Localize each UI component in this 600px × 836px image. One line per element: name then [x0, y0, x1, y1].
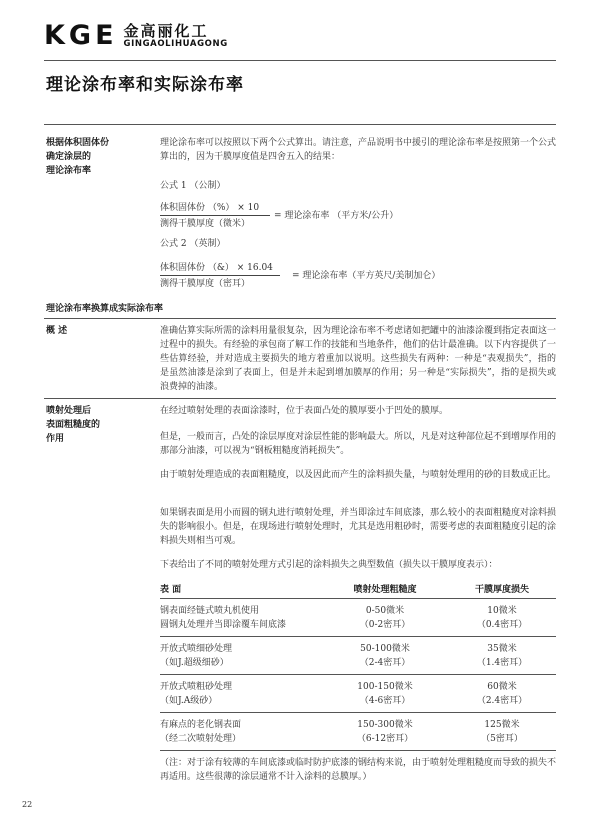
surface-line: （如J.超级细砂） [160, 658, 229, 668]
table-row-3-surface [160, 680, 232, 708]
section2-divider [44, 318, 556, 319]
roughness-line: （0-2密耳） [359, 620, 411, 630]
roughness-line: 100-150微米 [357, 682, 413, 692]
table-row-4-roughness [330, 718, 440, 746]
table-header-divider [160, 598, 556, 599]
section1-heading-line: 根据体积固体份 [46, 138, 110, 148]
blast-paragraph-1: 在经过喷射处理的表面涂漆时，位于表面凸处的膜厚要小于凹处的膜厚。 [160, 406, 449, 416]
table-header-roughness: 喷射处理粗糙度 [353, 585, 417, 595]
formula2-numerator: 体积固体份 （&） × 16.04 [160, 263, 273, 273]
company-logo [44, 20, 228, 51]
blast-paragraph-3: 由于喷射处理造成的表面粗糙度，以及因此而产生的涂料损失量，与喷射处理用的砂的目数成正比。 [160, 470, 557, 480]
table-row-2-loss [454, 642, 550, 670]
blast-paragraph-4: 如果钢表面是用小而圆的钢丸进行喷射处理，并当即涂过车间底漆，那么较小的表面粗糙度对涂料损失的影响很小。但是，在现场进行喷射处理时，尤其是选用粗砂时，需要考虑的表面粗糙度引起的涂料损失则相当可观。 [160, 508, 557, 546]
blast-heading [46, 404, 146, 446]
formula1-denominator: 测得干膜厚度（微米） [160, 219, 251, 229]
formula2-denominator: 测得干膜厚度（密耳） [160, 279, 251, 289]
roughness-line: 150-300微米 [357, 720, 413, 730]
logo-text [124, 23, 228, 49]
loss-line: 125微米 [484, 720, 520, 730]
formula2-fraction-bar [160, 275, 280, 276]
table-header-surface: 表 面 [160, 585, 182, 595]
section1-heading-line: 理论涂布率 [46, 166, 92, 176]
table-note: （注：对于涂有较薄的车间底漆或临时防护底漆的钢结构来说，由于喷射处理粗糙度而导致的损失不再适用。这些很薄的涂层通常不计入涂料的总膜厚。） [160, 758, 557, 782]
loss-line: 10微米 [487, 606, 517, 616]
title-divider [44, 124, 556, 125]
roughness-line: 0-50微米 [365, 606, 405, 616]
logo-chinese-name: 金高丽化工 [123, 21, 209, 40]
table-bottom-divider [160, 750, 556, 751]
section1-heading [46, 136, 146, 178]
overview-text: 准确估算实际所需的涂料用量很复杂，因为理论涂布率不考虑诸如把罐中的油漆涂覆到指定表面这一过程中的损失。有经验的承包商了解工作的技能和当地条件，他们的估计最准确。以下内容提供了一些估算经验，并对造成主要损失的地方着重加以说明。这些损失有两种：一种是“表观损失”，指的是虽然油漆是涂到了表面上，但是并未起到增加膜厚的作用；另一种是“实际损失”，指的是损失或浪费掉的油漆。 [160, 326, 557, 392]
roughness-line: （4-6密耳） [359, 696, 411, 706]
roughness-line: （2-4密耳） [359, 658, 411, 668]
blast-paragraph-2: 但是，一般而言，凸处的涂层厚度对涂层性能的影响最大。所以，凡是对这种部位起不到增厚作用的那部分油漆，可以视为“钢板粗糙度消耗损失”。 [160, 432, 557, 456]
surface-line: 开放式喷细砂处理 [160, 644, 233, 654]
section1-intro: 理论涂布率可以按照以下两个公式算出。请注意，产品说明书中援引的理论涂布率是按照第一个公式算出的，因为干膜厚度值是四舍五入的结果： [160, 138, 557, 162]
surface-line: 钢表面经链式喷丸机使用 [160, 606, 260, 616]
blast-heading-line: 作用 [46, 434, 65, 444]
logo-english-name: GINGAOLIHUAGONG [123, 38, 228, 49]
loss-line: 60微米 [487, 682, 517, 692]
logo-kge: KGE [44, 20, 118, 51]
page-number: 22 [22, 800, 33, 809]
surface-line: 圆钢丸处理并当即涂覆车间底漆 [160, 620, 287, 630]
loss-line: （5密耳） [481, 734, 523, 744]
table-row-2-roughness [330, 642, 440, 670]
table-row-3-roughness [330, 680, 440, 708]
page-title: 理论涂布率和实际涂布率 [46, 75, 244, 95]
surface-line: 开放式喷粗砂处理 [160, 682, 233, 692]
formula2-label: 公式 2 （英制） [160, 239, 226, 249]
table-row-divider [160, 674, 556, 675]
formula2-result: = 理论涂布率（平方英尺/美制加仑） [292, 271, 441, 281]
loss-line: （1.4密耳） [476, 658, 528, 668]
table-header-loss: 干膜厚度损失 [474, 585, 529, 595]
table-row-1-loss [454, 604, 550, 632]
table-row-4-loss [454, 718, 550, 746]
table-row-divider [160, 636, 556, 637]
formula1-label: 公式 1 （公制） [160, 181, 226, 191]
table-row-1-surface [160, 604, 286, 632]
loss-line: （2.4密耳） [476, 696, 528, 706]
blast-heading-line: 喷射处理后 [46, 406, 92, 416]
table-row-3-loss [454, 680, 550, 708]
loss-line: （0.4密耳） [476, 620, 528, 630]
overview-divider [44, 398, 556, 399]
header-divider [44, 60, 556, 61]
surface-line: （经二次喷射处理） [160, 734, 242, 744]
surface-line: （如J.A级砂） [160, 696, 218, 706]
roughness-line: 50-100微米 [360, 644, 410, 654]
section1-heading-line: 确定涂层的 [46, 152, 92, 162]
blast-heading-line: 表面粗糙度的 [46, 420, 101, 430]
formula1-numerator: 体积固体份 （%） × 10 [160, 203, 260, 213]
table-row-2-surface [160, 642, 232, 670]
table-row-1-roughness [330, 604, 440, 632]
blast-paragraph-5: 下表给出了不同的喷射处理方式引起的涂料损失之典型数值（损失以干膜厚度表示）： [160, 560, 498, 570]
surface-line: 有麻点的老化钢表面 [160, 720, 242, 730]
loss-line: 35微米 [487, 644, 517, 654]
table-row-divider [160, 712, 556, 713]
formula1-fraction-bar [160, 215, 270, 216]
overview-heading: 概 述 [46, 326, 68, 336]
formula1-result: = 理论涂布率 （平方米/公升） [274, 211, 399, 221]
roughness-line: （6-12密耳） [356, 734, 414, 744]
section2-heading: 理论涂布率换算成实际涂布率 [46, 304, 164, 314]
table-row-4-surface [160, 718, 241, 746]
